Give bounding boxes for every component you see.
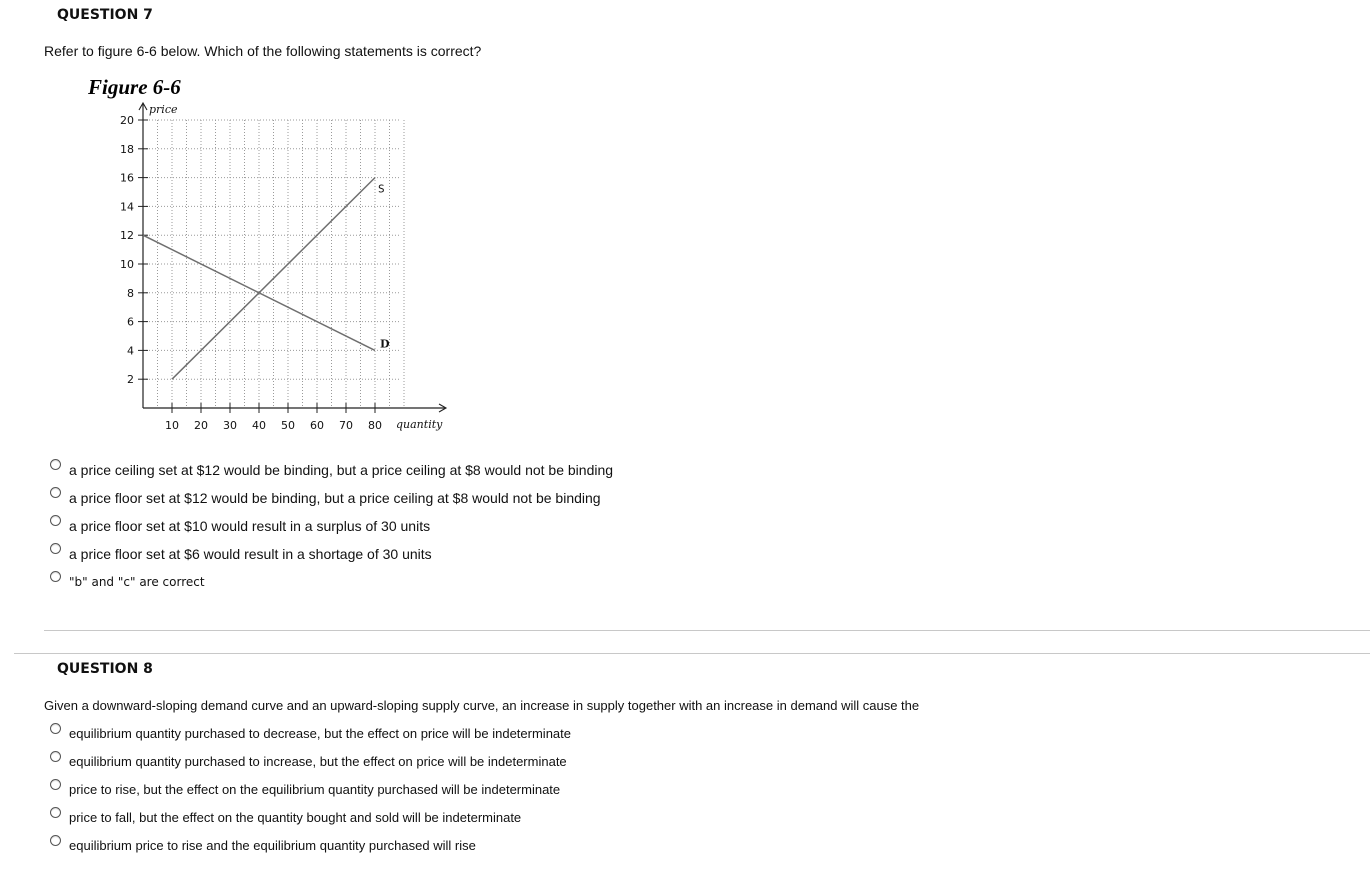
q8-option-a[interactable] [50,723,950,743]
x-tick-label: 20 [194,419,208,432]
y-tick-label: 4 [127,344,134,358]
y-tick-label: 18 [120,142,134,156]
option-label[interactable]: price to rise, but the effect on the equilibrium quantity purchased will be indeterminate [69,782,561,797]
q8-option-e[interactable] [50,835,950,855]
question-8-prompt: Given a downward-sloping demand curve and an upward-sloping supply curve, an increase in supply together with an increase in demand will cause the [44,698,920,713]
radio-button[interactable] [50,515,61,526]
y-axis-title: price [149,103,178,116]
radio-button[interactable] [50,459,61,470]
option-label[interactable]: equilibrium quantity purchased to decrease, but the effect on price will be indeterminate [69,726,571,741]
option-label[interactable]: equilibrium quantity purchased to increase, but the effect on price will be indeterminate [69,754,567,769]
question-7-title: QUESTION 7 [57,7,153,23]
radio-button[interactable] [50,571,61,582]
x-tick-label: 30 [223,419,237,432]
radio-button[interactable] [50,543,61,554]
option-label[interactable]: a price ceiling set at $12 would be binding, but a price ceiling at $8 would not be binding [69,462,614,478]
question-8-title: QUESTION 8 [57,661,153,677]
x-axis-title: quantity [396,418,443,431]
q7-option-b[interactable] [50,487,950,507]
y-tick-label: 10 [120,258,134,271]
option-label[interactable]: a price floor set at $12 would be binding, but a price ceiling at $8 would not be binding [69,490,601,506]
divider [14,653,1370,654]
radio-button[interactable] [50,487,61,498]
option-label[interactable]: a price floor set at $10 would result in a surplus of 30 units [69,518,431,534]
q8-option-b[interactable] [50,751,950,771]
q7-option-a[interactable] [50,459,950,479]
option-label[interactable]: "b" and "c" are correct [69,575,205,589]
y-tick-label: 16 [120,171,134,185]
q8-option-d[interactable] [50,807,950,827]
x-tick-label: 70 [339,419,353,432]
option-label[interactable]: price to fall, but the effect on the quantity bought and sold will be indeterminate [69,810,522,825]
question-7-prompt: Refer to figure 6-6 below. Which of the following statements is correct? [44,43,482,59]
option-label[interactable]: a price floor set at $6 would result in a shortage of 30 units [69,546,432,562]
x-tick-label: 40 [252,419,266,432]
y-tick-label: 20 [120,114,134,127]
radio-button[interactable] [50,807,61,818]
x-tick-label: 10 [165,419,179,432]
y-tick-label: 2 [127,373,134,387]
q7-option-c[interactable] [50,515,950,535]
x-tick-label: 60 [310,419,324,432]
x-tick-label: 50 [281,419,295,432]
q7-option-d[interactable] [50,543,950,563]
supply-curve-label: S [378,182,385,196]
q8-option-c[interactable] [50,779,950,799]
radio-button[interactable] [50,835,61,846]
radio-button[interactable] [50,751,61,762]
y-tick-label: 12 [120,229,134,243]
divider [44,630,1370,631]
option-label[interactable]: equilibrium price to rise and the equilibrium quantity purchased will rise [69,838,476,853]
figure-title: Figure 6-6 [88,75,181,99]
y-tick-label: 8 [127,286,134,300]
q7-option-e[interactable] [50,571,950,591]
x-tick-label: 80 [368,419,382,432]
radio-button[interactable] [50,779,61,790]
demand-curve-label: D [380,337,390,351]
y-tick-label: 6 [127,315,134,329]
supply-demand-chart [100,98,460,438]
y-tick-label: 14 [120,200,134,214]
radio-button[interactable] [50,723,61,734]
